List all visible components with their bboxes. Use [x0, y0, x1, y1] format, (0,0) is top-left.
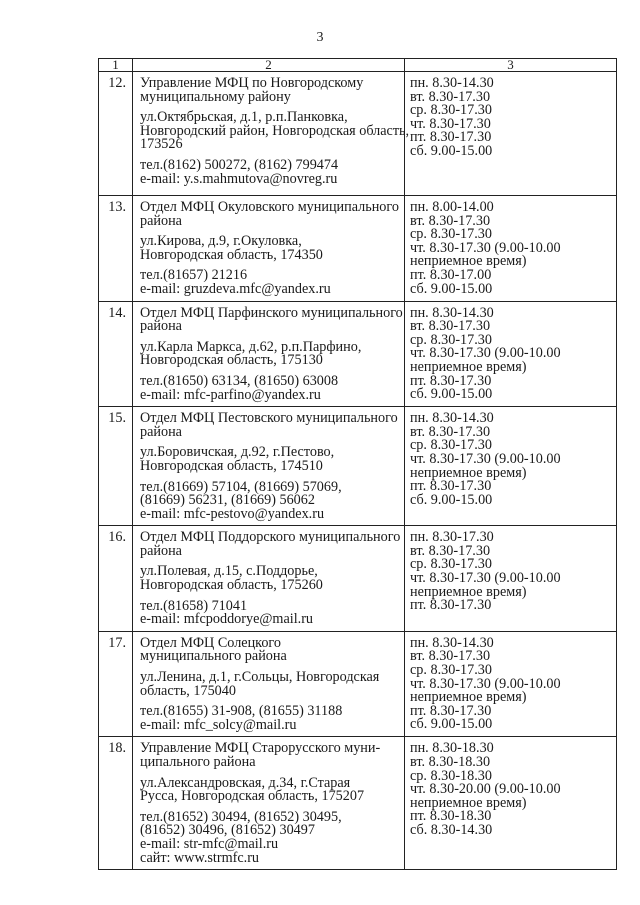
table-row — [99, 526, 617, 632]
office-name-line: Отдел МФЦ Солецкого — [140, 634, 281, 651]
schedule-line: вт. 8.30-17.30 — [410, 542, 491, 559]
schedule-cell — [405, 72, 617, 196]
table-row — [99, 737, 617, 870]
table-row — [99, 407, 617, 526]
office-contact-line: e-mail: mfc_solcy@mail.ru — [140, 716, 297, 733]
schedule-line: вт. 8.30-17.30 — [410, 88, 491, 105]
office-address-line: ул.Ленина, д.1, г.Сольцы, Новгородская — [140, 669, 380, 686]
schedule-cell — [405, 301, 617, 407]
schedule-line: ср. 8.30-17.30 — [410, 662, 492, 679]
row-number: 17. — [99, 631, 133, 737]
office-name-line: района — [140, 212, 182, 229]
office-contact-line: e-mail: mfc-pestovo@yandex.ru — [140, 505, 325, 522]
schedule-line: чт. 8.30-17.30 (9.00-10.00 — [410, 345, 561, 362]
office-info-cell — [133, 631, 405, 737]
office-contact-line: тел.(81652) 30494, (81652) 30495, — [140, 808, 342, 825]
schedule-line: сб. 8.30-14.30 — [410, 821, 493, 838]
column-header: 2 — [133, 59, 405, 72]
schedule-line: чт. 8.30-20.00 (9.00-10.00 — [410, 781, 561, 798]
schedule-line: сб. 9.00-15.00 — [410, 142, 493, 159]
page-number: 3 — [316, 30, 324, 45]
schedule-line: чт. 8.30-17.30 (9.00-10.00 — [410, 675, 561, 692]
schedule-line: сб. 9.00-15.00 — [410, 716, 493, 733]
row-number: 13. — [99, 196, 133, 302]
schedule-line: неприемное время) — [410, 583, 527, 600]
schedule-line: чт. 8.30-17.30 (9.00-10.00 — [410, 570, 561, 587]
office-contact-line: тел.(8162) 500272, (8162) 799474 — [140, 156, 339, 173]
office-name-line: Управление МФЦ по Новгородскому — [140, 75, 364, 91]
schedule-line: пт. 8.30-18.30 — [410, 808, 492, 825]
schedule-line: вт. 8.30-17.30 — [410, 423, 491, 440]
office-info-cell — [133, 737, 405, 870]
schedule-line: пт. 8.30-17.30 — [410, 702, 492, 719]
schedule-cell — [405, 737, 617, 870]
schedule-line: пн. 8.30-14.30 — [410, 634, 494, 651]
row-number: 14. — [99, 301, 133, 407]
schedule-line: неприемное время) — [410, 253, 527, 270]
schedule-line: пн. 8.30-14.30 — [410, 304, 494, 321]
schedule-line: ср. 8.30-17.30 — [410, 226, 492, 243]
office-contact-line: (81652) 30496, (81652) 30497 — [140, 822, 315, 839]
table-row — [99, 631, 617, 737]
office-address-line: Новгородская область, 174510 — [140, 457, 323, 474]
office-contact-line: тел.(81669) 57104, (81669) 57069, — [140, 478, 342, 495]
schedule-line: неприемное время) — [410, 794, 527, 811]
schedule-line: пт. 8.30-17.30 — [410, 129, 492, 146]
office-contact-line: тел.(81658) 71041 — [140, 597, 248, 614]
office-address-line: ул.Александровская, д.34, г.Старая — [140, 774, 351, 791]
table-header-row — [99, 59, 617, 72]
office-info-cell — [133, 526, 405, 632]
office-name-line: Отдел МФЦ Окуловского муниципального — [140, 199, 399, 215]
office-info-cell — [133, 196, 405, 302]
row-number: 16. — [99, 526, 133, 632]
schedule-cell — [405, 407, 617, 526]
office-name-line: Отдел МФЦ Пестовского муниципального — [140, 410, 398, 427]
schedule-line: ср. 8.30-17.30 — [410, 437, 492, 454]
schedule-line: пт. 8.30-17.00 — [410, 266, 492, 283]
office-address-line: ул.Октябрьская, д.1, р.п.Панковка, — [140, 109, 348, 126]
schedule-line: вт. 8.30-17.30 — [410, 212, 491, 229]
office-name-line: муниципального района — [140, 648, 287, 665]
schedule-line: пн. 8.00-14.00 — [410, 199, 494, 215]
schedule-line: пт. 8.30-17.30 — [410, 372, 492, 389]
office-address-line: Новгородская область, 175130 — [140, 352, 323, 369]
schedule-cell — [405, 526, 617, 632]
schedule-line: неприемное время) — [410, 464, 527, 481]
office-info-cell — [133, 72, 410, 196]
office-name-line: района — [140, 423, 182, 440]
schedule-line: пт. 8.30-17.30 — [410, 597, 492, 614]
office-name-line: района — [140, 542, 182, 559]
office-contact-line: e-mail: mfc-parfino@yandex.ru — [140, 386, 321, 403]
office-address-line: ул.Полевая, д.15, с.Поддорье, — [140, 563, 318, 580]
office-info-cell — [133, 301, 405, 407]
office-address-line: 173526 — [140, 136, 183, 153]
office-address-line: ул.Боровичская, д.92, г.Пестово, — [140, 444, 335, 461]
schedule-line: чт. 8.30-17.30 — [410, 115, 491, 132]
office-contact-line: e-mail: gruzdeva.mfc@yandex.ru — [140, 280, 331, 297]
schedule-line: вт. 8.30-17.30 — [410, 318, 491, 335]
office-name-line: Отдел МФЦ Поддорского муниципального — [140, 529, 401, 546]
schedule-line: вт. 8.30-17.30 — [410, 648, 491, 665]
schedule-line: ср. 8.30-17.30 — [410, 331, 492, 348]
office-contact-line: тел.(81655) 31-908, (81655) 31188 — [140, 703, 343, 720]
column-header: 1 — [99, 59, 133, 72]
schedule-line: пн. 8.30-17.30 — [410, 529, 494, 546]
office-contact-line: (81669) 56231, (81669) 56062 — [140, 492, 315, 509]
office-address-line: Новгородская область, 174350 — [140, 246, 323, 263]
schedule-line: чт. 8.30-17.30 (9.00-10.00 — [410, 239, 561, 256]
schedule-line: ср. 8.30-18.30 — [410, 767, 492, 784]
schedule-line: вт. 8.30-18.30 — [410, 754, 491, 770]
office-address-line: область, 175040 — [140, 682, 236, 699]
schedule-line: пт. 8.30-17.30 — [410, 478, 492, 495]
schedule-line: сб. 9.00-15.00 — [410, 491, 493, 508]
office-contact-line: e-mail: str-mfc@mail.ru — [140, 835, 279, 852]
schedule-line: сб. 9.00-15.00 — [410, 386, 493, 403]
schedule-line: пн. 8.30-18.30 — [410, 740, 494, 757]
schedule-line: сб. 9.00-15.00 — [410, 280, 493, 297]
office-contact-line: e-mail: mfcpoddorye@mail.ru — [140, 611, 314, 628]
office-name-line: муниципальному району — [140, 88, 291, 105]
office-address-line: Новгородская область, 175260 — [140, 577, 323, 594]
mfc-offices-table — [98, 58, 617, 870]
schedule-line: неприемное время) — [410, 689, 527, 706]
row-number: 12. — [99, 72, 133, 196]
office-address-line: Русса, Новгородская область, 175207 — [140, 788, 365, 805]
office-address-line: ул.Карла Маркса, д.62, р.п.Парфино, — [140, 338, 362, 355]
office-contact-line: e-mail: y.s.mahmutova@novreg.ru — [140, 170, 338, 187]
office-contact-line: тел.(81650) 63134, (81650) 63008 — [140, 372, 339, 389]
row-number: 15. — [99, 407, 133, 526]
office-info-cell — [133, 407, 405, 526]
row-number: 18. — [99, 737, 133, 870]
schedule-line: ср. 8.30-17.30 — [410, 102, 492, 119]
column-header: 3 — [405, 59, 617, 72]
office-name-line: Управление МФЦ Старорусского муни- — [140, 740, 381, 757]
schedule-line: пн. 8.30-14.30 — [410, 75, 494, 91]
office-address-line: ул.Кирова, д.9, г.Окуловка, — [140, 233, 302, 250]
schedule-line: ср. 8.30-17.30 — [410, 556, 492, 573]
schedule-line: чт. 8.30-17.30 (9.00-10.00 — [410, 450, 561, 467]
office-name-line: района — [140, 318, 182, 335]
table-row — [99, 301, 617, 407]
schedule-cell — [405, 196, 617, 302]
office-name-line: Отдел МФЦ Парфинского муниципального — [140, 304, 403, 321]
table-row — [99, 72, 617, 196]
schedule-line: пн. 8.30-14.30 — [410, 410, 494, 427]
schedule-cell — [405, 631, 617, 737]
table-row — [99, 196, 617, 302]
office-contact-line: сайт: www.strmfc.ru — [140, 849, 260, 866]
schedule-line: неприемное время) — [410, 358, 527, 375]
office-contact-line: тел.(81657) 21216 — [140, 267, 248, 284]
office-address-line: Новгородский район, Новгородская область, — [140, 122, 410, 139]
office-name-line: ципального района — [140, 754, 256, 770]
